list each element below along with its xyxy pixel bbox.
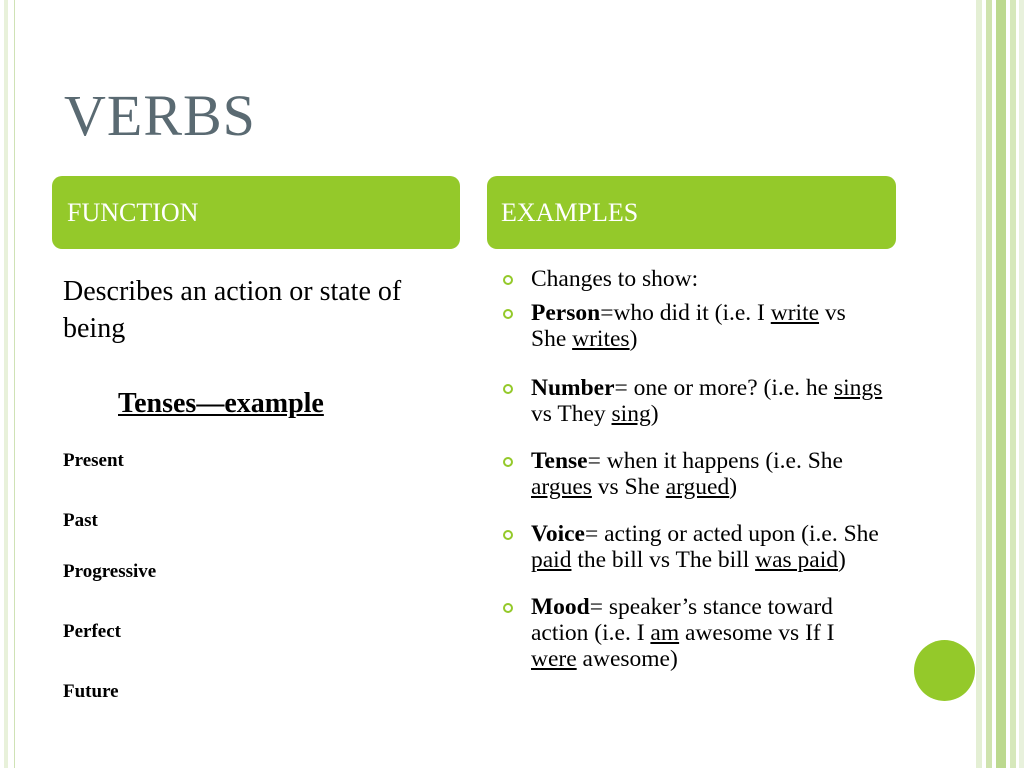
bullet-term: Mood	[531, 594, 590, 620]
bullet-text: )	[729, 474, 738, 500]
underlined-example: writes	[572, 326, 630, 352]
bullet-text: vs She	[591, 474, 666, 500]
tense-item-perfect: Perfect	[63, 621, 121, 642]
list-item	[503, 375, 883, 427]
list-item	[503, 266, 883, 292]
right-stripe-5	[1019, 0, 1024, 768]
underlined-example: were	[531, 646, 577, 672]
bullet-text: = when it happens (i.e. She	[587, 448, 843, 474]
function-description: Describes an action or state of being	[63, 276, 402, 344]
bullet-text: = speaker’s stance toward action (i.e. I	[531, 594, 833, 646]
tense-item-present: Present	[63, 450, 124, 471]
bullet-text: )	[629, 326, 638, 352]
right-stripe-3	[996, 0, 1006, 768]
bullet-text: the bill vs The bill	[571, 547, 756, 573]
bullet-icon	[503, 603, 513, 613]
list-item	[503, 521, 883, 573]
bullet-text: Changes to show:	[531, 266, 699, 292]
underlined-example: argued	[665, 474, 730, 500]
underlined-example: am	[650, 620, 680, 646]
bullet-text: awesome vs If I	[679, 620, 835, 646]
bullet-text: )	[838, 547, 846, 573]
underlined-example: sing	[611, 401, 651, 427]
examples-list	[503, 266, 883, 672]
tenses-heading: Tenses—example	[118, 388, 324, 419]
bullet-term: Person	[531, 300, 601, 326]
underlined-example: write	[770, 300, 820, 326]
bullet-term: Number	[531, 375, 615, 401]
bullet-icon	[503, 275, 513, 285]
bullet-text: = one or more? (i.e. he	[614, 375, 834, 401]
bullet-text: =who did it (i.e. I	[600, 300, 771, 326]
right-border-decoration	[976, 0, 1024, 768]
function-header-label: FUNCTION	[67, 197, 199, 227]
underlined-example: sings	[834, 375, 883, 401]
right-stripe-2	[986, 0, 992, 768]
list-item	[503, 300, 883, 352]
slide-title: VERBS	[64, 83, 256, 148]
underlined-example: argues	[531, 474, 592, 500]
tense-item-future: Future	[63, 681, 119, 702]
right-stripe-4	[1010, 0, 1016, 768]
list-item	[503, 594, 883, 672]
bullet-text: vs They	[531, 401, 612, 427]
underlined-example: paid	[531, 547, 572, 573]
bullet-icon	[503, 384, 513, 394]
tense-item-past: Past	[63, 510, 98, 531]
bullet-icon	[503, 309, 513, 319]
bullet-text: vs She	[531, 300, 846, 352]
bullet-term: Voice	[531, 521, 585, 547]
list-item	[503, 448, 883, 500]
bullet-term: Tense	[531, 448, 588, 474]
decorative-circle	[914, 640, 975, 701]
left-border-stripe	[4, 0, 8, 768]
underlined-example: was paid	[755, 547, 838, 573]
left-border-decoration	[0, 0, 15, 768]
bullet-text: )	[650, 401, 659, 427]
bullet-text: awesome)	[576, 646, 678, 672]
bullet-text: = acting or acted upon (i.e. She	[584, 521, 879, 547]
right-stripe-1	[976, 0, 982, 768]
function-header	[52, 176, 460, 249]
examples-header	[487, 176, 896, 249]
tense-item-progressive: Progressive	[63, 561, 157, 582]
examples-header-label: EXAMPLES	[501, 197, 639, 227]
bullet-icon	[503, 530, 513, 540]
bullet-icon	[503, 457, 513, 467]
